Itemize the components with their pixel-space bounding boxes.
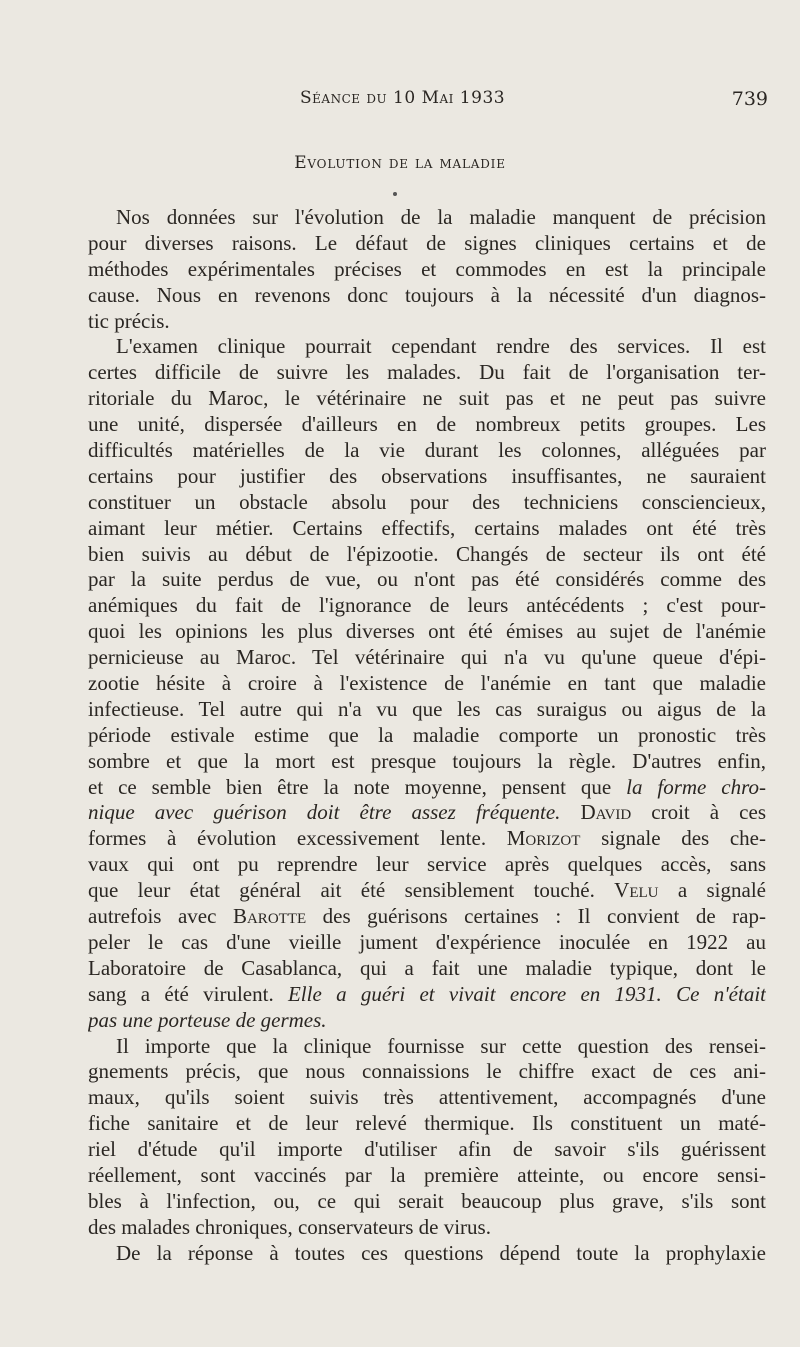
text-line: période estivale estime que la maladie comporte un pronostic très <box>88 722 766 747</box>
text-line: ritoriale du Maroc, le vétérinaire ne suit pas et ne peut pas suivre <box>88 386 766 411</box>
text-line: peler le cas d'une vieille jument d'expérience inoculée en 1922 au <box>88 929 766 954</box>
text-line: pour diverses raisons. Le défaut de signes cliniques certains et de <box>88 230 766 255</box>
text-line: bien suivis au début de l'épizootie. Changés de secteur ils ont été <box>88 541 766 566</box>
text-line: pernicieuse au Maroc. Tel vétérinaire qui n'a vu qu'une queue d'épi- <box>88 645 766 670</box>
text-line: Laboratoire de Casablanca, qui a fait une maladie typique, dont le <box>88 955 766 980</box>
italic-run: Elle a guéri et vivait encore en 1931. Ce n'était <box>287 981 766 1006</box>
text-line: maux, qu'ils soient suivis très attentivement, accompagnés d'une <box>88 1085 766 1110</box>
page-number: 739 <box>731 88 768 110</box>
body-text <box>88 205 766 1267</box>
author-name: Barotte <box>232 904 307 929</box>
text-run: a signalé <box>658 878 766 903</box>
text-line <box>88 982 766 1008</box>
text-line: De la réponse à toutes ces questions dépend toute la prophylaxie <box>116 1240 766 1265</box>
text-line: méthodes expérimentales précises et commodes en est la principale <box>88 256 766 281</box>
text-line: gnements précis, que nous connaissions le chiffre exact de ces ani- <box>88 1059 766 1084</box>
text-line: certes difficile de suivre les malades. Du fait de l'organisation ter- <box>88 360 766 385</box>
text-run: signale des che- <box>580 826 766 851</box>
text-line <box>88 904 766 930</box>
text-line: certains pour justifier des observations insuffisantes, ne sauraient <box>88 463 766 488</box>
italic-run: la forme chro- <box>626 774 766 799</box>
text-line: des malades chroniques, conservateurs de virus. <box>88 1214 491 1239</box>
author-name: Morizot <box>506 826 581 851</box>
text-line: constituer un obstacle absolu pour des techniciens consciencieux, <box>88 489 766 514</box>
text-line: anémiques du fait de l'ignorance de leurs antécédents ; c'est pour- <box>88 593 766 618</box>
text-line: réellement, sont vaccinés par la première atteinte, ou encore sensi- <box>88 1162 766 1187</box>
text-run: des guérisons certaines : Il convient de rap- <box>306 904 766 929</box>
italic-run: nique avec guérison doit être assez fréquente. <box>88 800 561 825</box>
text-line: vaux qui ont pu reprendre leur service après quelques accès, sans <box>88 852 766 877</box>
text-line: tic précis. <box>88 308 170 333</box>
text-line: difficultés matérielles de la vie durant les colonnes, alléguées par <box>88 438 766 463</box>
text-run: que leur état général ait été sensiblement touché. <box>88 878 615 903</box>
text-line: aimant leur métier. Certains effectifs, certains malades ont été très <box>88 515 766 540</box>
text-line <box>88 878 766 904</box>
author-name: Velu <box>614 878 659 903</box>
text-line: zootie hésite à croire à l'existence de l'anémie en tant que maladie <box>88 671 766 696</box>
text-line: L'examen clinique pourrait cependant rendre des services. Il est <box>116 334 766 359</box>
text-line: bles à l'infection, ou, ce qui serait beaucoup plus grave, s'ils sont <box>88 1188 766 1213</box>
text-line <box>88 775 766 801</box>
page-header <box>0 88 800 118</box>
text-line: Nos données sur l'évolution de la maladie manquent de précision <box>116 205 766 229</box>
text-run: autrefois avec <box>88 904 233 929</box>
text-run: et ce semble bien être la note moyenne, pensent que <box>88 774 627 799</box>
text-run: croit à ces <box>631 800 766 825</box>
text-line: Il importe que la clinique fournisse sur cette question des rensei- <box>116 1033 766 1058</box>
text-line: pas une porteuse de germes. <box>88 1007 327 1032</box>
running-head: Séance du 10 Mai 1933 <box>300 88 506 108</box>
text-line: riel d'étude qu'il importe d'utiliser afin de savoir s'ils guérissent <box>88 1137 766 1162</box>
text-run: sang a été virulent. <box>88 981 288 1006</box>
text-line <box>88 826 766 852</box>
text-line: sombre et que la mort est presque toujours la règle. D'autres enfin, <box>88 748 766 773</box>
text-run: formes à évolution excessivement lente. <box>88 826 487 851</box>
text-line: fiche sanitaire et de leur relevé thermique. Ils constituent un maté- <box>88 1111 766 1136</box>
text-line: infectieuse. Tel autre qui n'a vu que les cas suraigus ou aigus de la <box>88 696 766 721</box>
text-line <box>88 800 766 826</box>
bullet-ornament-icon <box>393 192 397 196</box>
text-run <box>560 800 580 824</box>
text-line: par la suite perdus de vue, ou n'ont pas été considérés comme des <box>88 567 766 592</box>
section-title: Evolution de la maladie <box>294 153 506 173</box>
text-line: une unité, dispersée d'ailleurs en de nombreux petits groupes. Les <box>88 412 766 437</box>
text-line: cause. Nous en revenons donc toujours à la nécessité d'un diagnos- <box>88 282 766 307</box>
author-name: David <box>580 800 632 825</box>
text-line: quoi les opinions les plus diverses ont été émises au sujet de l'anémie <box>88 619 766 644</box>
